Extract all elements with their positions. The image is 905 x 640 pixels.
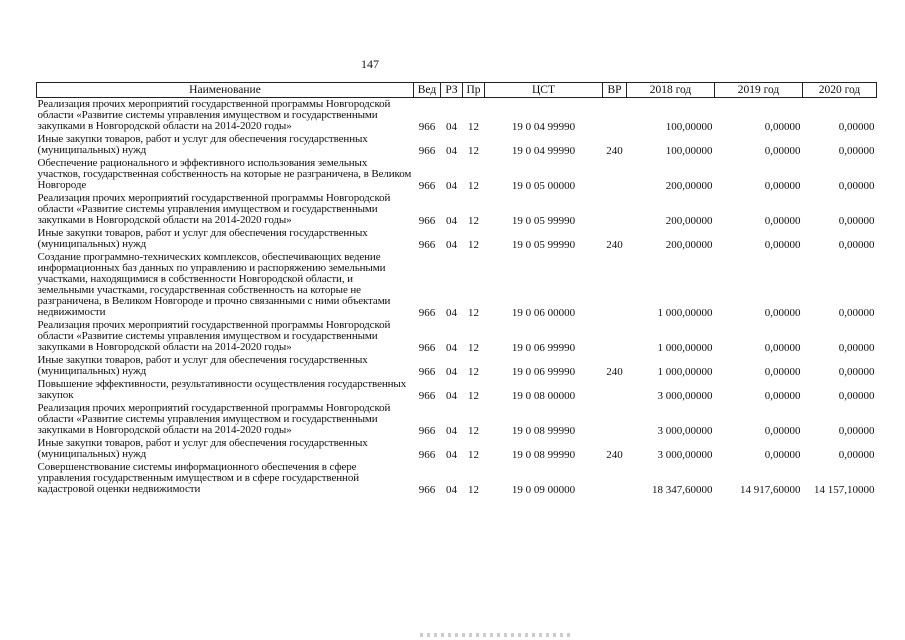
cell-2019: 0,00000 xyxy=(764,121,801,133)
cell-2020: 0,00000 xyxy=(838,215,875,227)
header-name: Наименование xyxy=(37,83,414,98)
table-row xyxy=(37,319,877,354)
cell-2019: 0,00000 xyxy=(764,215,801,227)
cell-ved: 966 xyxy=(418,449,436,461)
cell-rz: 04 xyxy=(446,145,457,157)
cell-name: Повышение эффективности, результативности осуществления государственных закупок xyxy=(37,378,407,401)
cell-vr: 240 xyxy=(606,145,623,157)
cell-rz: 04 xyxy=(446,425,457,437)
cell-2018: 200,00000 xyxy=(665,239,713,251)
cell-vr xyxy=(603,402,627,437)
cell-pr: 12 xyxy=(468,180,479,192)
cell-name: Реализация прочих мероприятий государственной программы Новгородской области «Развитие системы управления имуществом и государственными закупками в Новгородской области на 2014-2020 годы» xyxy=(37,319,391,353)
cell-2018: 3 000,00000 xyxy=(657,425,713,437)
cell-vr: 240 xyxy=(606,449,623,461)
cell-name: Реализация прочих мероприятий государственной программы Новгородской области «Развитие системы управления имуществом и государственными закупками в Новгородской области на 2014-2020 годы» xyxy=(37,98,391,132)
cell-cst: 19 0 04 99990 xyxy=(511,145,576,157)
cell-2019: 0,00000 xyxy=(764,307,801,319)
cell-rz: 04 xyxy=(446,366,457,378)
cell-2019: 0,00000 xyxy=(764,425,801,437)
cell-pr: 12 xyxy=(468,342,479,354)
cell-vr xyxy=(603,251,627,319)
cell-pr: 12 xyxy=(468,390,479,402)
cell-vr: 240 xyxy=(606,366,623,378)
cell-2019: 0,00000 xyxy=(764,390,801,402)
table-header-row xyxy=(37,83,877,98)
header-ved: Вед xyxy=(414,83,441,98)
cell-vr: 240 xyxy=(606,239,623,251)
budget-table xyxy=(36,82,877,496)
page-number: 147 xyxy=(361,57,379,71)
cell-2019: 0,00000 xyxy=(764,449,801,461)
cell-name: Совершенствование системы информационного обеспечения в сфере управления государственным имуществом и в сфере государственной кадастровой оценки недвижимости xyxy=(37,461,360,495)
cell-cst: 19 0 06 00000 xyxy=(511,307,576,319)
cell-name: Иные закупки товаров, работ и услуг для обеспечения государственных (муниципальных) нужд xyxy=(37,133,368,156)
cell-2018: 100,00000 xyxy=(665,121,713,133)
cell-2018: 1 000,00000 xyxy=(657,366,713,378)
cell-pr: 12 xyxy=(468,366,479,378)
header-2020: 2020 год xyxy=(803,83,877,98)
cell-pr: 12 xyxy=(468,484,479,496)
cell-rz: 04 xyxy=(446,239,457,251)
header-pr: Пр xyxy=(463,83,485,98)
header-2019: 2019 год xyxy=(715,83,803,98)
cell-pr: 12 xyxy=(468,307,479,319)
cell-2018: 200,00000 xyxy=(665,180,713,192)
cell-name: Создание программно-технических комплексов, обеспечивающих ведение информационных баз данных по управлению и распоряжению земельными участками, находящимися в собственности Новгородской области, и земельными участками, государственная собственность на которые не разграничена, в Великом Новгороде и прочно связанными с ними объектами недвижимости xyxy=(37,251,391,318)
cell-2020: 0,00000 xyxy=(838,307,875,319)
cell-2018: 3 000,00000 xyxy=(657,390,713,402)
cell-cst: 19 0 06 99990 xyxy=(511,366,576,378)
table-row xyxy=(37,378,877,402)
cell-rz: 04 xyxy=(446,484,457,496)
cell-rz: 04 xyxy=(446,121,457,133)
cell-2020: 0,00000 xyxy=(838,239,875,251)
cell-cst: 19 0 05 99990 xyxy=(511,239,576,251)
cell-rz: 04 xyxy=(446,342,457,354)
cell-rz: 04 xyxy=(446,180,457,192)
cell-cst: 19 0 06 99990 xyxy=(511,342,576,354)
cell-2018: 200,00000 xyxy=(665,215,713,227)
cell-cst: 19 0 05 00000 xyxy=(511,180,576,192)
table-row xyxy=(37,437,877,461)
table-row xyxy=(37,192,877,227)
cell-ved: 966 xyxy=(418,366,436,378)
cell-vr xyxy=(603,192,627,227)
cell-name: Обеспечение рационального и эффективного использования земельных участков, государственная собственность на которые не разграничена, в Великом Новгороде xyxy=(37,157,412,191)
cell-2018: 1 000,00000 xyxy=(657,342,713,354)
table-row xyxy=(37,402,877,437)
cell-2018: 3 000,00000 xyxy=(657,449,713,461)
cell-vr xyxy=(603,378,627,402)
table-row xyxy=(37,98,877,134)
cell-2020: 0,00000 xyxy=(838,390,875,402)
table-row xyxy=(37,354,877,378)
cell-cst: 19 0 08 99990 xyxy=(511,425,576,437)
cell-pr: 12 xyxy=(468,425,479,437)
cell-2019: 14 917,60000 xyxy=(740,484,801,496)
cell-2020: 0,00000 xyxy=(838,180,875,192)
table-row xyxy=(37,461,877,496)
cell-pr: 12 xyxy=(468,145,479,157)
header-rz: РЗ xyxy=(441,83,463,98)
cell-2019: 0,00000 xyxy=(764,239,801,251)
cell-2018: 100,00000 xyxy=(665,145,713,157)
cell-ved: 966 xyxy=(418,425,436,437)
cell-name: Иные закупки товаров, работ и услуг для обеспечения государственных (муниципальных) нужд xyxy=(37,227,368,250)
cell-pr: 12 xyxy=(468,449,479,461)
table-row xyxy=(37,133,877,157)
header-vr: ВР xyxy=(603,83,627,98)
cell-ved: 966 xyxy=(418,180,436,192)
cell-2020: 0,00000 xyxy=(838,145,875,157)
cell-cst: 19 0 04 99990 xyxy=(511,121,576,133)
cell-pr: 12 xyxy=(468,215,479,227)
cell-cst: 19 0 08 99990 xyxy=(511,449,576,461)
cell-ved: 966 xyxy=(418,484,436,496)
table-row xyxy=(37,251,877,319)
cell-vr xyxy=(603,461,627,496)
cell-ved: 966 xyxy=(418,215,436,227)
cell-ved: 966 xyxy=(418,239,436,251)
cell-vr xyxy=(603,319,627,354)
cell-ved: 966 xyxy=(418,342,436,354)
cell-vr xyxy=(603,98,627,134)
cell-vr xyxy=(603,157,627,192)
cell-ved: 966 xyxy=(418,145,436,157)
cell-name: Реализация прочих мероприятий государственной программы Новгородской области «Развитие системы управления имуществом и государственными закупками в Новгородской области на 2014-2020 годы» xyxy=(37,402,391,436)
cell-pr: 12 xyxy=(468,121,479,133)
cell-2018: 1 000,00000 xyxy=(657,307,713,319)
header-cst: ЦСТ xyxy=(485,83,603,98)
cell-name: Реализация прочих мероприятий государственной программы Новгородской области «Развитие системы управления имуществом и государственными закупками в Новгородской области на 2014-2020 годы» xyxy=(37,192,391,226)
cell-2020: 0,00000 xyxy=(838,121,875,133)
cell-2020: 0,00000 xyxy=(838,425,875,437)
cell-2020: 0,00000 xyxy=(838,449,875,461)
cell-ved: 966 xyxy=(418,390,436,402)
table-row xyxy=(37,227,877,251)
cell-2019: 0,00000 xyxy=(764,366,801,378)
cell-2020: 0,00000 xyxy=(838,366,875,378)
cell-2020: 14 157,10000 xyxy=(814,484,875,496)
cell-cst: 19 0 08 00000 xyxy=(511,390,576,402)
cell-2018: 18 347,60000 xyxy=(652,484,713,496)
cell-pr: 12 xyxy=(468,239,479,251)
cell-rz: 04 xyxy=(446,390,457,402)
cell-rz: 04 xyxy=(446,307,457,319)
header-2018: 2018 год xyxy=(627,83,715,98)
cell-2019: 0,00000 xyxy=(764,180,801,192)
cell-rz: 04 xyxy=(446,215,457,227)
cell-ved: 966 xyxy=(418,121,436,133)
cell-2019: 0,00000 xyxy=(764,145,801,157)
cell-name: Иные закупки товаров, работ и услуг для обеспечения государственных (муниципальных) нужд xyxy=(37,354,368,377)
table-row xyxy=(37,157,877,192)
cell-cst: 19 0 09 00000 xyxy=(511,484,576,496)
scan-artifact xyxy=(420,633,570,637)
cell-2019: 0,00000 xyxy=(764,342,801,354)
cell-name: Иные закупки товаров, работ и услуг для обеспечения государственных (муниципальных) нужд xyxy=(37,437,368,460)
cell-2020: 0,00000 xyxy=(838,342,875,354)
cell-cst: 19 0 05 99990 xyxy=(511,215,576,227)
cell-ved: 966 xyxy=(418,307,436,319)
cell-rz: 04 xyxy=(446,449,457,461)
table-body xyxy=(37,98,877,497)
